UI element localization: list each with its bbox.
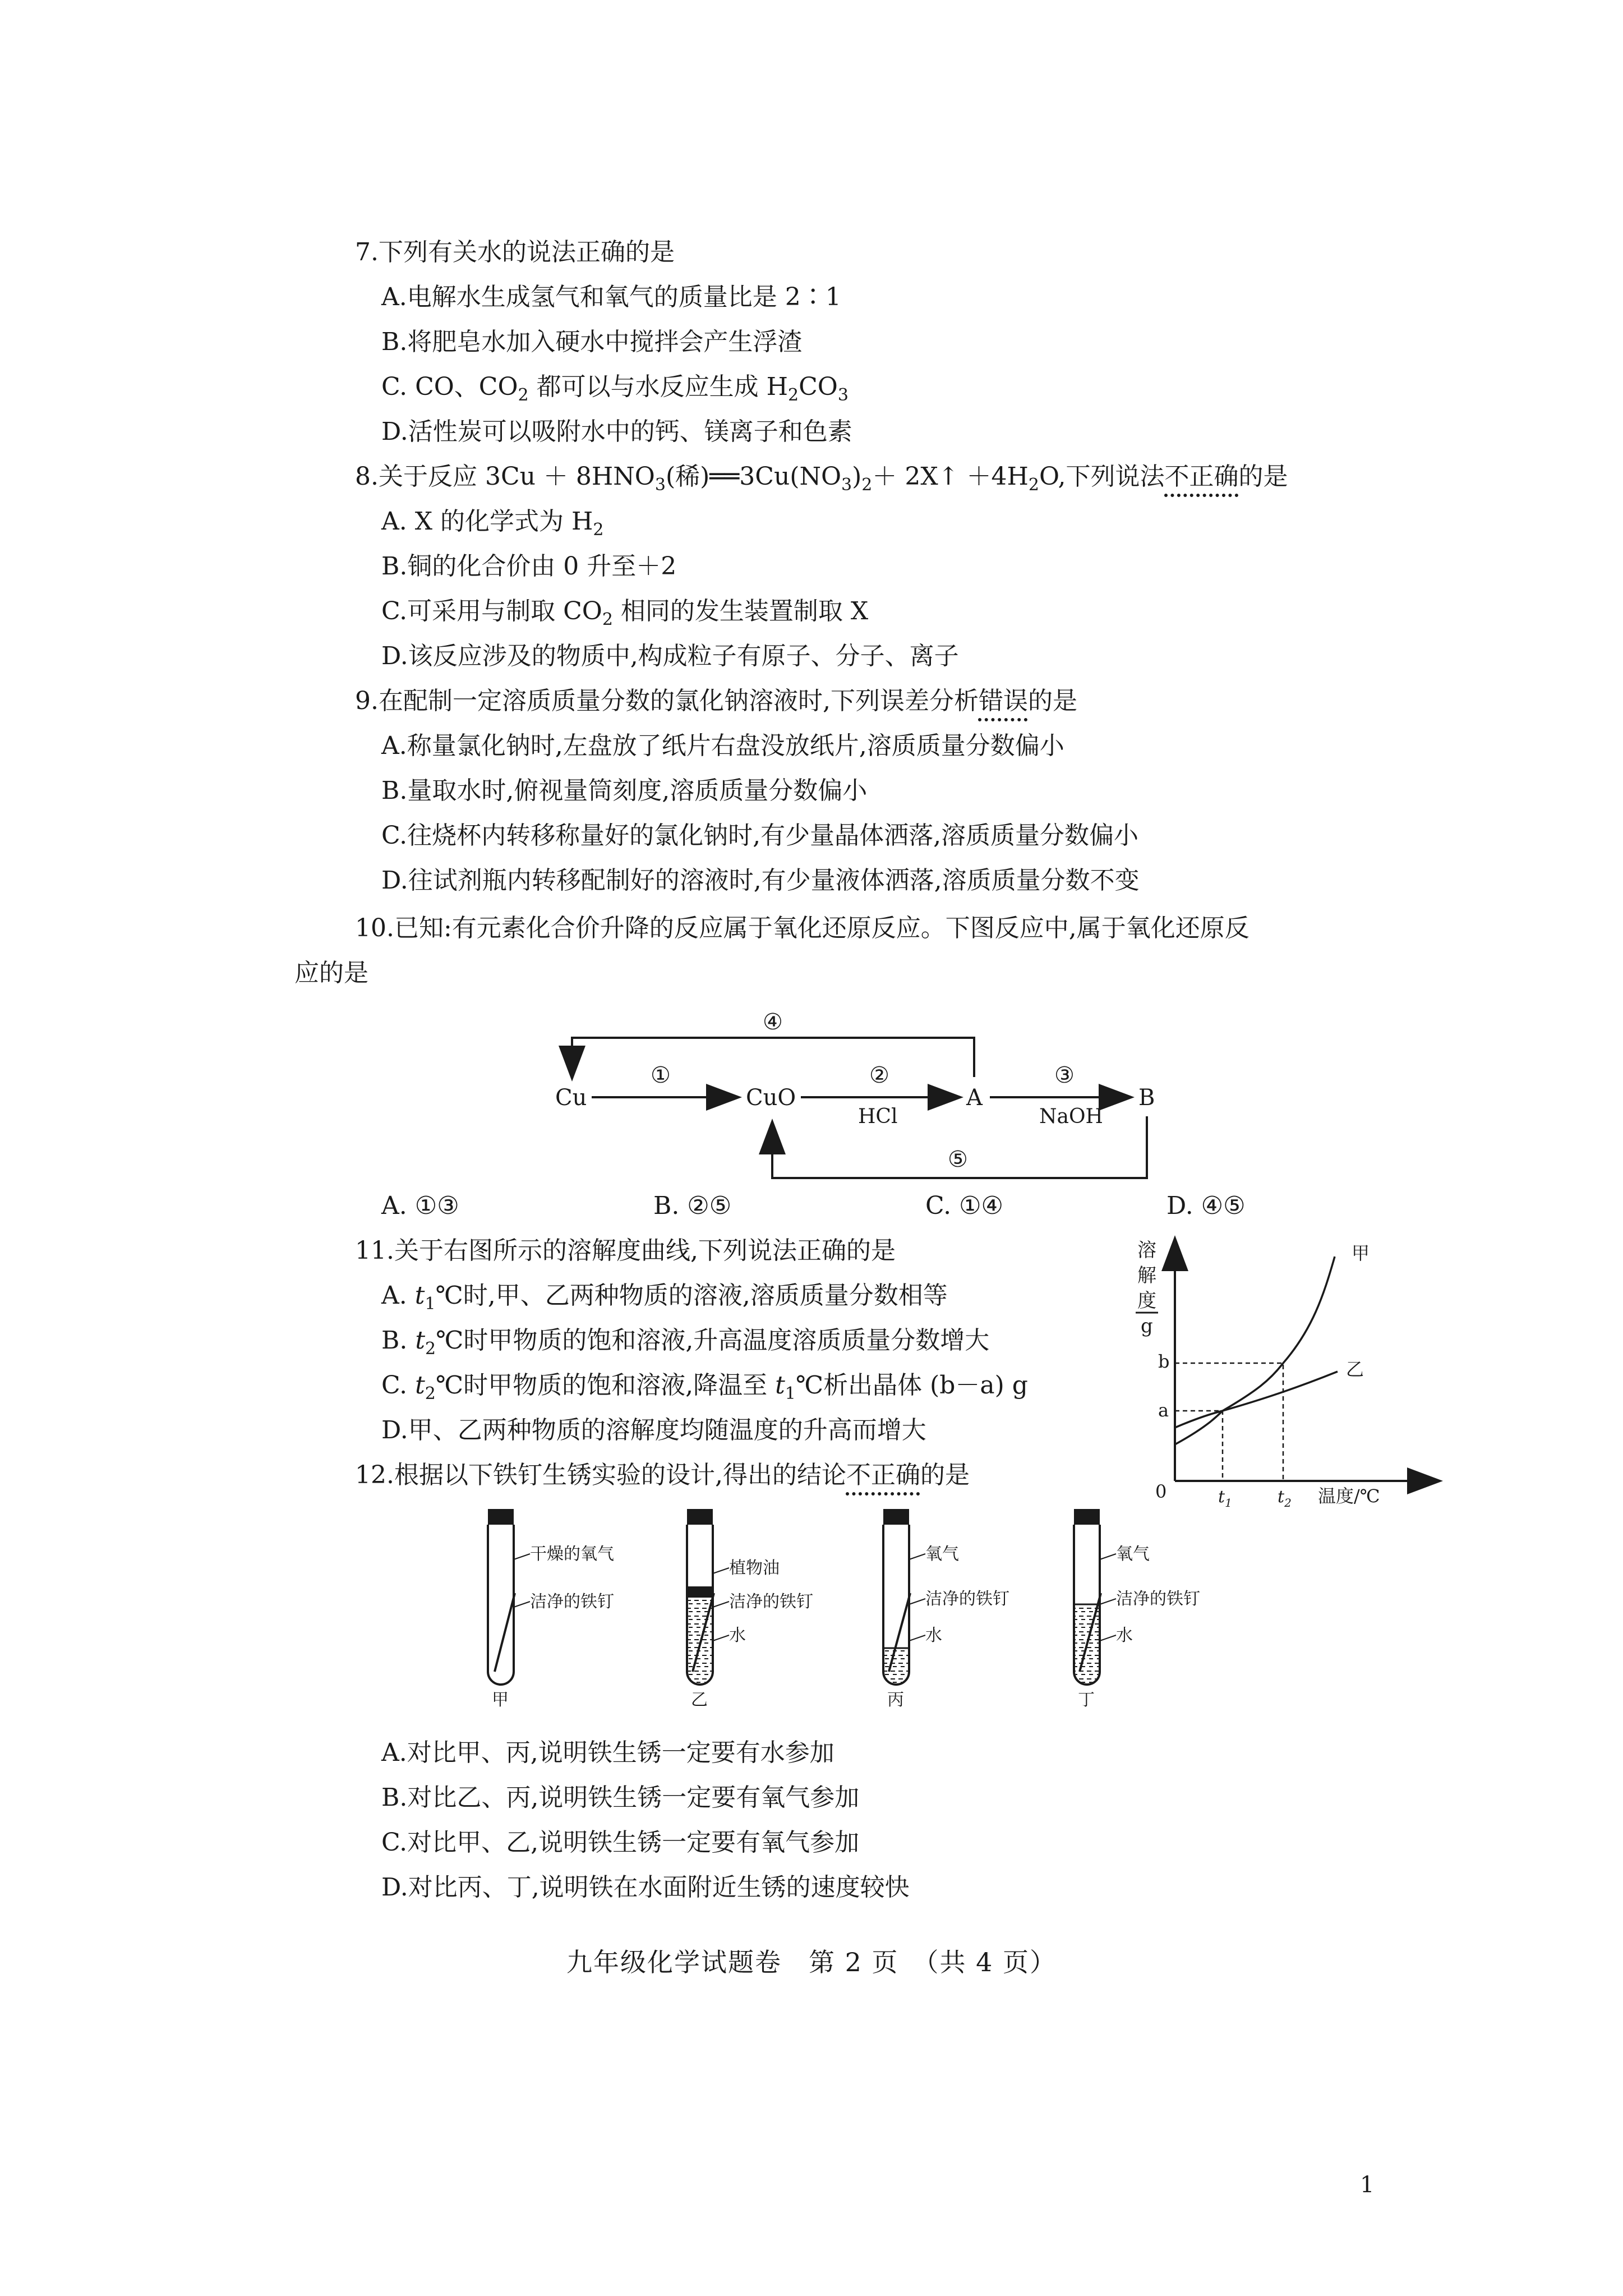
diagram-cu: Cu bbox=[555, 1085, 587, 1111]
subscript: 3 bbox=[837, 385, 849, 405]
a-tick-label: a bbox=[1158, 1400, 1169, 1421]
page-footer: 九年级化学试题卷 第 2 页 （共 4 页） bbox=[566, 1947, 1057, 1977]
subscript: 2 bbox=[787, 385, 799, 405]
ylabel-char-2: 解 bbox=[1137, 1264, 1156, 1287]
q11-option-d: D.甲、乙两种物质的溶解度均随温度的升高而增大 bbox=[381, 1416, 926, 1444]
q8-c-text1: C.可采用与制取 CO bbox=[381, 597, 602, 625]
naoh-label: NaOH bbox=[1039, 1105, 1103, 1128]
reaction-5-label: ⑤ bbox=[948, 1147, 968, 1172]
label-water-ding: 水 bbox=[1116, 1626, 1133, 1645]
diagram-a: A bbox=[966, 1085, 983, 1111]
q8-option-c bbox=[381, 595, 868, 637]
t1-tick-label: $t_1$ bbox=[1218, 1487, 1232, 1510]
tube-ding bbox=[1074, 1509, 1200, 1710]
t2-tick-label: $t_2$ bbox=[1278, 1487, 1292, 1510]
q7-stem: 7.下列有关水的说法正确的是 bbox=[355, 238, 675, 266]
label-water-bing: 水 bbox=[925, 1626, 942, 1645]
subscript: 2 bbox=[593, 520, 604, 540]
label-clean-nail-bing: 洁净的铁钉 bbox=[925, 1589, 1009, 1609]
subscript: 2 bbox=[1028, 475, 1040, 495]
q8-stem-part: 的是 bbox=[1238, 462, 1288, 491]
q10-option-d: D. ④⑤ bbox=[1166, 1191, 1246, 1220]
q10-stem-line2: 应的是 bbox=[294, 959, 368, 987]
t-symbol: t bbox=[775, 1371, 785, 1400]
t-symbol: t bbox=[415, 1326, 425, 1355]
q9-stem-part: 9.在配制一定溶质质量分数的氯化钠溶液时,下列误差分析 bbox=[355, 687, 979, 715]
q8-stem-part: O,下列说法 bbox=[1039, 462, 1165, 491]
q8-c-text2: 相同的发生装置制取 X bbox=[612, 597, 869, 625]
reaction-3-label: ③ bbox=[1054, 1062, 1075, 1088]
q11-option-a: A. $t_1℃$时,甲、乙两种物质的溶液,溶质质量分数相等 bbox=[381, 1281, 948, 1314]
label-bing: 丙 bbox=[887, 1690, 904, 1710]
label-ding: 丁 bbox=[1078, 1690, 1095, 1710]
curve-jia bbox=[1175, 1257, 1335, 1444]
q10-option-a: A. ①③ bbox=[381, 1191, 459, 1220]
q7-option-b: B.将肥皂水加入硬水中搅拌会产生浮渣 bbox=[381, 328, 803, 356]
label-oxygen-ding: 氧气 bbox=[1116, 1544, 1150, 1564]
q10-option-c: C. ①④ bbox=[925, 1191, 1003, 1220]
q11-option-c: C. $t_2℃$时甲物质的饱和溶液,降温至 $t_1℃$析出晶体 (b－a) g bbox=[381, 1371, 1028, 1404]
label-clean-nail-jia: 洁净的铁钉 bbox=[530, 1592, 614, 1612]
q7-option-c bbox=[381, 370, 849, 412]
q11-b-text: ℃时甲物质的饱和溶液,升高温度溶质质量分数增大 bbox=[436, 1326, 990, 1355]
t-symbol: t bbox=[415, 1371, 425, 1400]
label-vegetable-oil: 植物油 bbox=[729, 1558, 780, 1578]
reaction-4-label: ④ bbox=[763, 1009, 783, 1035]
reaction-2-label: ② bbox=[869, 1062, 889, 1088]
oil-layer bbox=[688, 1586, 712, 1598]
q8-a-text: A. X 的化学式为 H bbox=[381, 507, 593, 536]
ylabel-unit: g bbox=[1141, 1315, 1153, 1337]
page-number: 1 bbox=[1360, 2172, 1375, 2198]
q10-option-b: B. ②⑤ bbox=[653, 1191, 732, 1220]
subscript: 2 bbox=[518, 385, 529, 405]
x-axis-label: 温度/℃ bbox=[1318, 1485, 1380, 1507]
q12-stem-part: 12.根据以下铁钉生锈实验的设计,得出的结论 bbox=[355, 1461, 846, 1489]
q10-stem-line1: 10.已知:有元素化合价升降的反应属于氧化还原反应。下图反应中,属于氧化还原反 bbox=[355, 914, 1249, 942]
q12-option-c: C.对比甲、乙,说明铁生锈一定要有氧气参加 bbox=[381, 1828, 860, 1857]
q9-option-d: D.往试剂瓶内转移配制好的溶液时,有少量液体洒落,溶质质量分数不变 bbox=[381, 866, 1140, 895]
q7-option-d: D.活性炭可以吸附水中的钙、镁离子和色素 bbox=[381, 417, 852, 446]
q8-option-d: D.该反应涉及的物质中,构成粒子有原子、分子、离子 bbox=[381, 642, 959, 670]
q7-c-text2: 都可以与水反应生成 H bbox=[528, 372, 788, 401]
curve-yi-label: 乙 bbox=[1346, 1359, 1364, 1380]
subscript: 2 bbox=[861, 475, 873, 495]
label-water-yi: 水 bbox=[729, 1626, 746, 1645]
q12-stem-part: 的是 bbox=[920, 1461, 970, 1489]
q12-option-a: A.对比甲、丙,说明铁生锈一定要有水参加 bbox=[381, 1738, 834, 1767]
label-jia: 甲 bbox=[492, 1690, 509, 1710]
q8-stem-part: ＋ 2X↑ ＋4H bbox=[872, 462, 1029, 491]
q11-c-text1: ℃时甲物质的饱和溶液,降温至 bbox=[435, 1371, 776, 1400]
q8-stem-part: ) bbox=[852, 462, 862, 491]
label-clean-nail-yi: 洁净的铁钉 bbox=[729, 1592, 813, 1612]
q12-option-d: D.对比丙、丁,说明铁在水面附近生锈的速度较快 bbox=[381, 1873, 910, 1902]
q7-c-text3: CO bbox=[799, 372, 838, 401]
label-yi: 乙 bbox=[691, 1690, 708, 1710]
q11-option-b: B. $t_2℃$时甲物质的饱和溶液,升高温度溶质质量分数增大 bbox=[381, 1326, 990, 1359]
q9-stem-part: 的是 bbox=[1027, 687, 1077, 715]
subscript: 2 bbox=[425, 1384, 436, 1404]
subscript: 1 bbox=[785, 1384, 796, 1404]
arrow-4 bbox=[572, 1038, 974, 1077]
subscript: 3 bbox=[841, 475, 852, 495]
curve-yi bbox=[1175, 1372, 1338, 1428]
q9-emphasis: 错误 bbox=[978, 687, 1028, 715]
reaction-diagram bbox=[538, 1004, 1206, 1200]
tube-bing bbox=[883, 1509, 1009, 1710]
guide-t1 bbox=[1175, 1411, 1223, 1481]
q12-stem bbox=[355, 1458, 970, 1492]
q9-option-b: B.量取水时,俯视量筒刻度,溶质质量分数偏小 bbox=[381, 776, 868, 805]
q11-c-text2: ℃析出晶体 (b－a) g bbox=[795, 1371, 1028, 1400]
ylabel-char-3: 度 bbox=[1137, 1290, 1156, 1312]
t-symbol: t bbox=[414, 1281, 425, 1310]
q7-c-text1: C. CO、CO bbox=[381, 372, 518, 401]
label-dry-oxygen: 干燥的氧气 bbox=[530, 1544, 614, 1564]
tube-yi bbox=[687, 1509, 813, 1710]
q8-option-a bbox=[381, 505, 604, 547]
q11-a-text: ℃时,甲、乙两种物质的溶液,溶质质量分数相等 bbox=[435, 1281, 948, 1310]
q12-emphasis: 不正确 bbox=[846, 1461, 920, 1489]
b-tick-label: b bbox=[1158, 1351, 1170, 1372]
q9-stem bbox=[355, 684, 1077, 718]
label-oxygen-bing: 氧气 bbox=[925, 1544, 959, 1564]
q8-option-b: B.铜的化合价由 0 升至＋2 bbox=[381, 552, 677, 581]
tube-jia bbox=[488, 1509, 614, 1710]
q9-option-c: C.往烧杯内转移称量好的氯化钠时,有少量晶体洒落,溶质质量分数偏小 bbox=[381, 821, 1139, 850]
curve-jia-label: 甲 bbox=[1352, 1243, 1370, 1264]
nail-jia bbox=[495, 1593, 515, 1672]
subscript: 1 bbox=[425, 1294, 436, 1314]
label-clean-nail-ding: 洁净的铁钉 bbox=[1116, 1589, 1200, 1609]
q8-stem-part: 8.关于反应 3Cu ＋ 8HNO bbox=[355, 462, 655, 491]
subscript: 2 bbox=[425, 1339, 436, 1359]
q8-emphasis: 不正确 bbox=[1164, 462, 1239, 491]
ylabel-char-1: 溶 bbox=[1137, 1239, 1156, 1262]
q8-stem-part: (稀)══3Cu(NO bbox=[665, 462, 842, 491]
q7-option-a: A.电解水生成氢气和氧气的质量比是 2∶1 bbox=[381, 283, 841, 311]
q8-stem bbox=[355, 460, 1288, 502]
subscript: 2 bbox=[602, 610, 613, 629]
rust-experiment-figure bbox=[465, 1503, 1273, 1711]
origin-label: 0 bbox=[1155, 1481, 1167, 1502]
reaction-1-label: ① bbox=[651, 1062, 671, 1088]
diagram-cuo: CuO bbox=[746, 1085, 796, 1111]
solubility-chart bbox=[1133, 1228, 1447, 1515]
q12-option-b: B.对比乙、丙,说明铁生锈一定要有氧气参加 bbox=[381, 1783, 860, 1812]
diagram-b: B bbox=[1138, 1085, 1155, 1111]
q11-stem: 11.关于右图所示的溶解度曲线,下列说法正确的是 bbox=[355, 1236, 896, 1265]
hcl-label: HCl bbox=[858, 1105, 898, 1128]
subscript: 3 bbox=[654, 475, 666, 495]
q9-option-a: A.称量氯化钠时,左盘放了纸片右盘没放纸片,溶质质量分数偏小 bbox=[381, 731, 1064, 760]
